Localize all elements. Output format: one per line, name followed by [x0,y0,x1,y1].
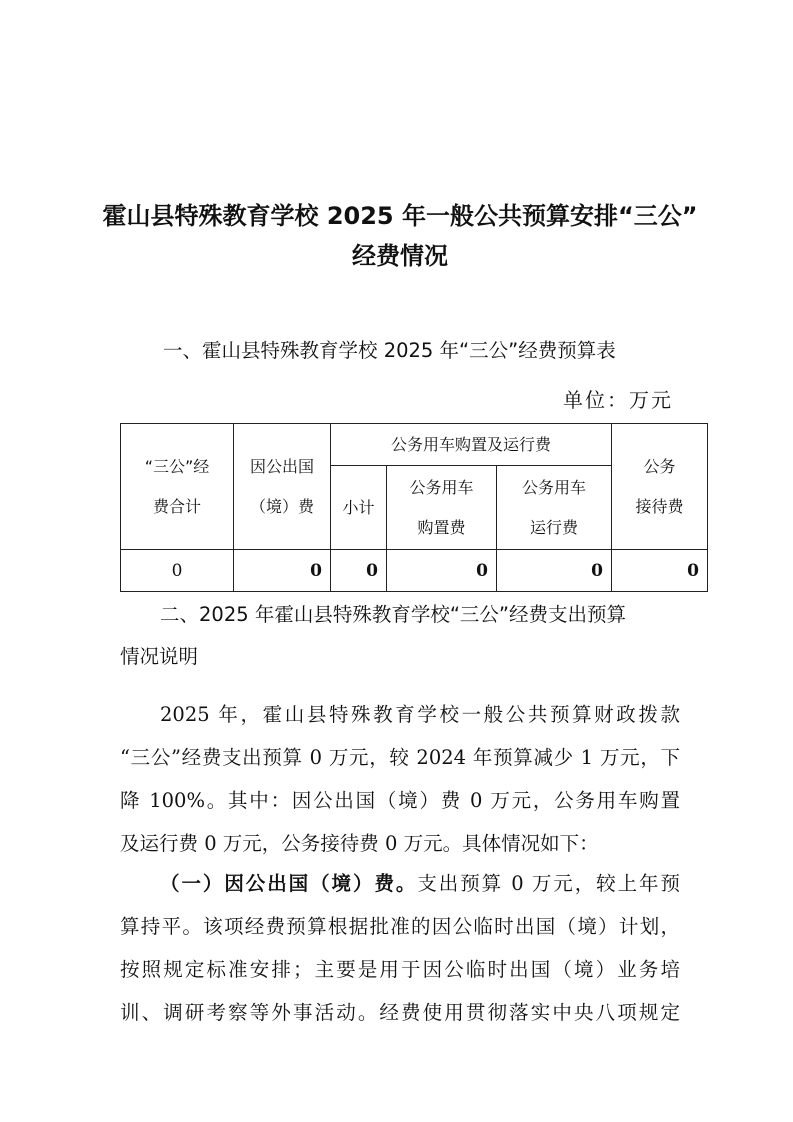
document-title [100,196,700,276]
paragraph-overview [120,693,680,865]
title-line-2: 经费情况 [352,242,448,270]
cell-subtotal: 0 [331,550,387,592]
header-reception: 公务 接待费 [612,424,708,550]
paragraph-line: 按照规定标准安排；主要是用于因公临时出国（境）业务培 [120,958,680,981]
section-1-heading: 一、霍山县特殊教育学校 2025 年“三公”经费预算表 [163,339,616,362]
paragraph-line: 算持平。该项经费预算根据批准的因公临时出国（境）计划， [120,915,680,938]
header-subtotal: 小计 [331,466,387,550]
cell-abroad: 0 [234,550,331,592]
title-line-1: 霍山县特殊教育学校 2025 年一般公共预算安排“三公” [102,202,698,230]
header-total: “三公”经 费合计 [121,424,234,550]
header-vehicle-purchase: 公务用车 购置费 [387,466,497,550]
paragraph-line-rest: 支出预算 0 万元，较上年预 [417,872,680,895]
section-2-heading [120,594,680,678]
unit-label: 单位：万元 [563,388,673,412]
cell-reception: 0 [612,550,708,592]
section-2-heading-line-1: 二、2025 年霍山县特殊教育学校“三公”经费支出预算 [160,603,627,626]
header-abroad: 因公出国 （境）费 [234,424,331,550]
paragraph-line: 训、调研考察等外事活动。经费使用贯彻落实中央八项规定 [120,1001,680,1024]
cell-total: 0 [121,550,234,592]
paragraph-line: 2025 年，霍山县特殊教育学校一般公共预算财政拨款 [160,703,680,726]
cell-vehicle-operation: 0 [497,550,612,592]
cell-vehicle-purchase: 0 [387,550,497,592]
header-vehicle: 公务用车购置及运行费 [331,424,612,466]
header-vehicle-operation: 公务用车 运行费 [497,466,612,550]
section-2-heading-line-2: 情况说明 [120,645,199,668]
budget-table [120,423,708,592]
paragraph-line: 降 100%。其中：因公出国（境）费 0 万元，公务用车购置 [120,789,680,812]
table-header-row [121,424,708,466]
paragraph-abroad [120,862,680,1034]
table-row [121,550,708,592]
paragraph-line: “三公”经费支出预算 0 万元，较 2024 年预算减少 1 万元，下 [120,746,680,769]
paragraph-bold-lead: （一）因公出国（境）费。 [160,872,418,895]
paragraph-line: 及运行费 0 万元，公务接待费 0 万元。具体情况如下： [120,832,599,855]
paragraph-line [120,862,680,905]
